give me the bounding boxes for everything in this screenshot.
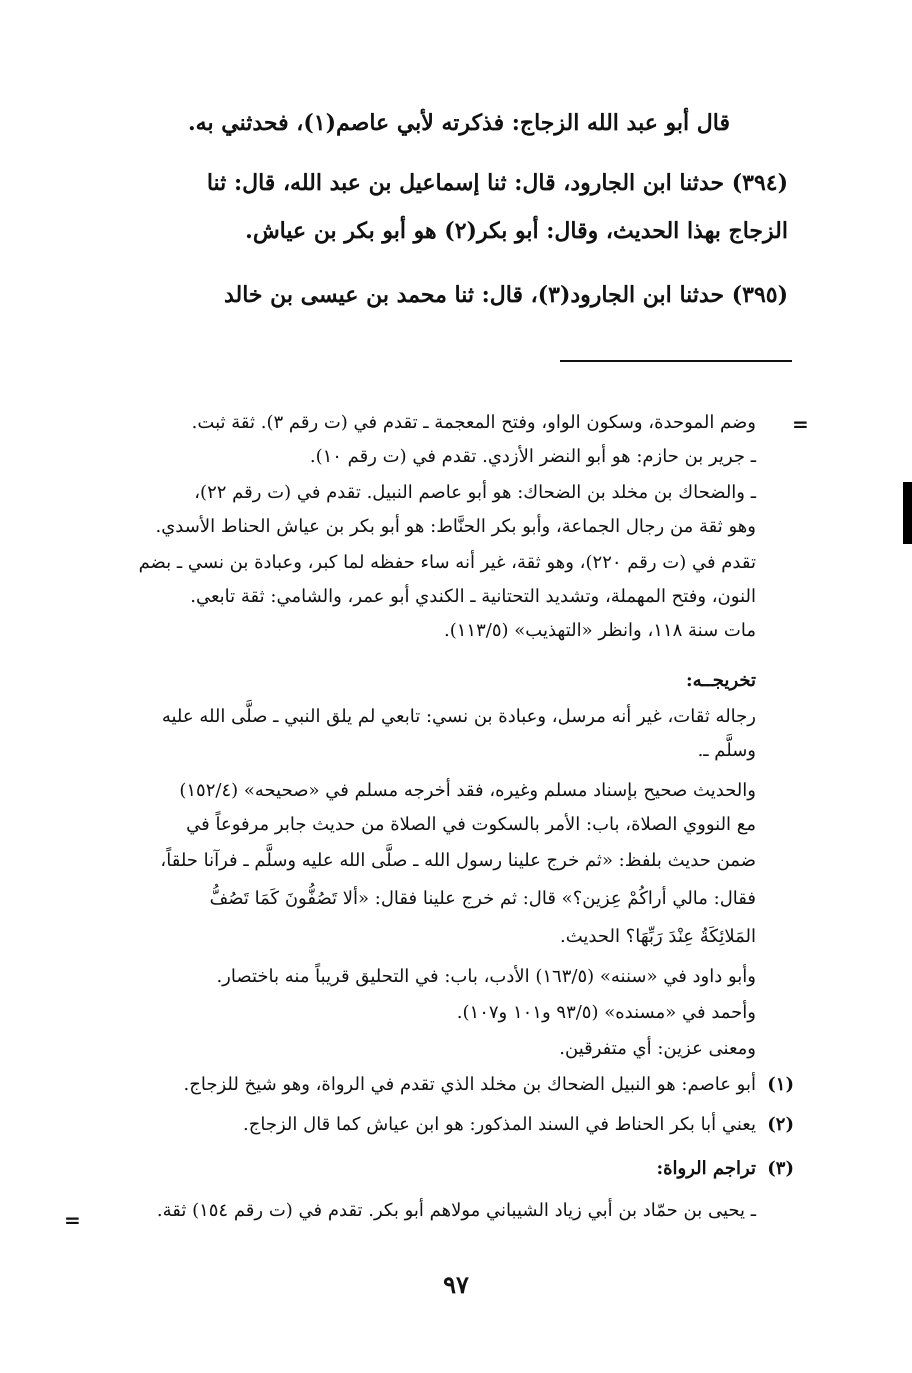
main-line-1: قال أبو عبد الله الزجاج: فذكرته لأبي عاصم(١)، فحدثني به.: [188, 110, 730, 136]
takhrij-line: ضمن حديث بلفظ: «ثم خرج علينا رسول الله ـ صلَّى الله عليه وسلَّم ـ فرآنا حلقاً،: [160, 850, 756, 871]
footnote-text-2: يعني أبا بكر الحناط في السند المذكور: هو ابن عياش كما قال الزجاج.: [243, 1114, 756, 1135]
continuation-mark-bottom: =: [64, 1208, 81, 1232]
main-line-4: (٣٩٥) حدثنا ابن الجارود(٣)، قال: ثنا محمد بن عيسى بن خالد: [223, 282, 788, 308]
page-edge-bar: [903, 482, 912, 544]
takhrij-line: رجاله ثقات، غير أنه مرسل، وعبادة بن نسي: تابعي لم يلق النبي ـ صلَّى الله عليه: [161, 706, 756, 727]
takhrij-line: وأحمد في «مسنده» (٩٣/٥ و١٠١ و١٠٧).: [456, 1002, 756, 1023]
footnote-number-3: (٣): [767, 1158, 794, 1179]
takhrij-heading: تخريجــه:: [685, 670, 756, 691]
footnote-separator: [560, 360, 792, 362]
footnote-cont-line: تقدم في (ت رقم ٢٢٠)، وهو ثقة، غير أنه ساء حفظه لما كبر، وعبادة بن نسي ـ بضم: [138, 552, 756, 573]
footnote-text-1: أبو عاصم: هو النبيل الضحاك بن مخلد الذي تقدم في الرواة، وهو شيخ للزجاج.: [183, 1074, 756, 1095]
main-line-2: (٣٩٤) حدثنا ابن الجارود، قال: ثنا إسماعيل بن عبد الله، قال: ثنا: [206, 170, 788, 196]
narrator-line: ـ يحيى بن حمّاد بن أبي زياد الشيباني مولاهم أبو بكر. تقدم في (ت رقم ١٥٤) ثقة.: [156, 1200, 756, 1221]
footnote-cont-line: ـ والضحاك بن مخلد بن الضحاك: هو أبو عاصم النبيل. تقدم في (ت رقم ٢٢)،: [194, 482, 756, 503]
footnote-cont-line: مات سنة ١١٨، وانظر «التهذيب» (١١٣/٥).: [444, 620, 756, 641]
footnote-cont-line: وهو ثقة من رجال الجماعة، وأبو بكر الحنَّاط: هو أبو بكر بن عياش الحناط الأسدي.: [155, 516, 756, 537]
takhrij-line: وسلَّم ـ.: [697, 740, 756, 761]
footnote-cont-line: النون، وفتح المهملة، وتشديد التحتانية ـ الكندي أبو عمر، والشامي: ثقة تابعي.: [190, 586, 756, 607]
footnote-cont-line: وضم الموحدة، وسكون الواو، وفتح المعجمة ـ تقدم في (ت رقم ٣). ثقة ثبت.: [191, 412, 756, 433]
takhrij-line: والحديث صحيح بإسناد مسلم وغيره، فقد أخرجه مسلم في «صحيحه» (١٥٢/٤): [179, 780, 756, 801]
footnote-text-3: تراجم الرواة:: [656, 1158, 756, 1179]
takhrij-line: مع النووي الصلاة، باب: الأمر بالسكوت في الصلاة من حديث جابر مرفوعاً في: [186, 814, 756, 835]
page-number: ٩٧: [443, 1270, 469, 1299]
takhrij-line: فقال: مالي أراكُمْ عِزين؟» قال: ثم خرج علينا فقال: «ألا تَصُفُّونَ كَمَا تَصُفُّ: [209, 888, 756, 909]
footnote-cont-line: ـ جرير بن حازم: هو أبو النضر الأزدي. تقدم في (ت رقم ١٠).: [309, 446, 756, 467]
continuation-mark-top: =: [792, 412, 809, 436]
takhrij-line: ومعنى عزين: أي متفرقين.: [559, 1038, 756, 1059]
main-line-3: الزجاج بهذا الحديث، وقال: أبو بكر(٢) هو أبو بكر بن عياش.: [245, 218, 788, 244]
footnote-number-2: (٢): [767, 1114, 794, 1135]
footnote-number-1: (١): [767, 1074, 794, 1095]
takhrij-line: المَلائِكَةُ عِنْدَ رَبِّهَا؟ الحديث.: [559, 926, 756, 947]
takhrij-line: وأبو داود في «سننه» (١٦٣/٥) الأدب، باب: في التحليق قريباً منه باختصار.: [216, 966, 756, 987]
